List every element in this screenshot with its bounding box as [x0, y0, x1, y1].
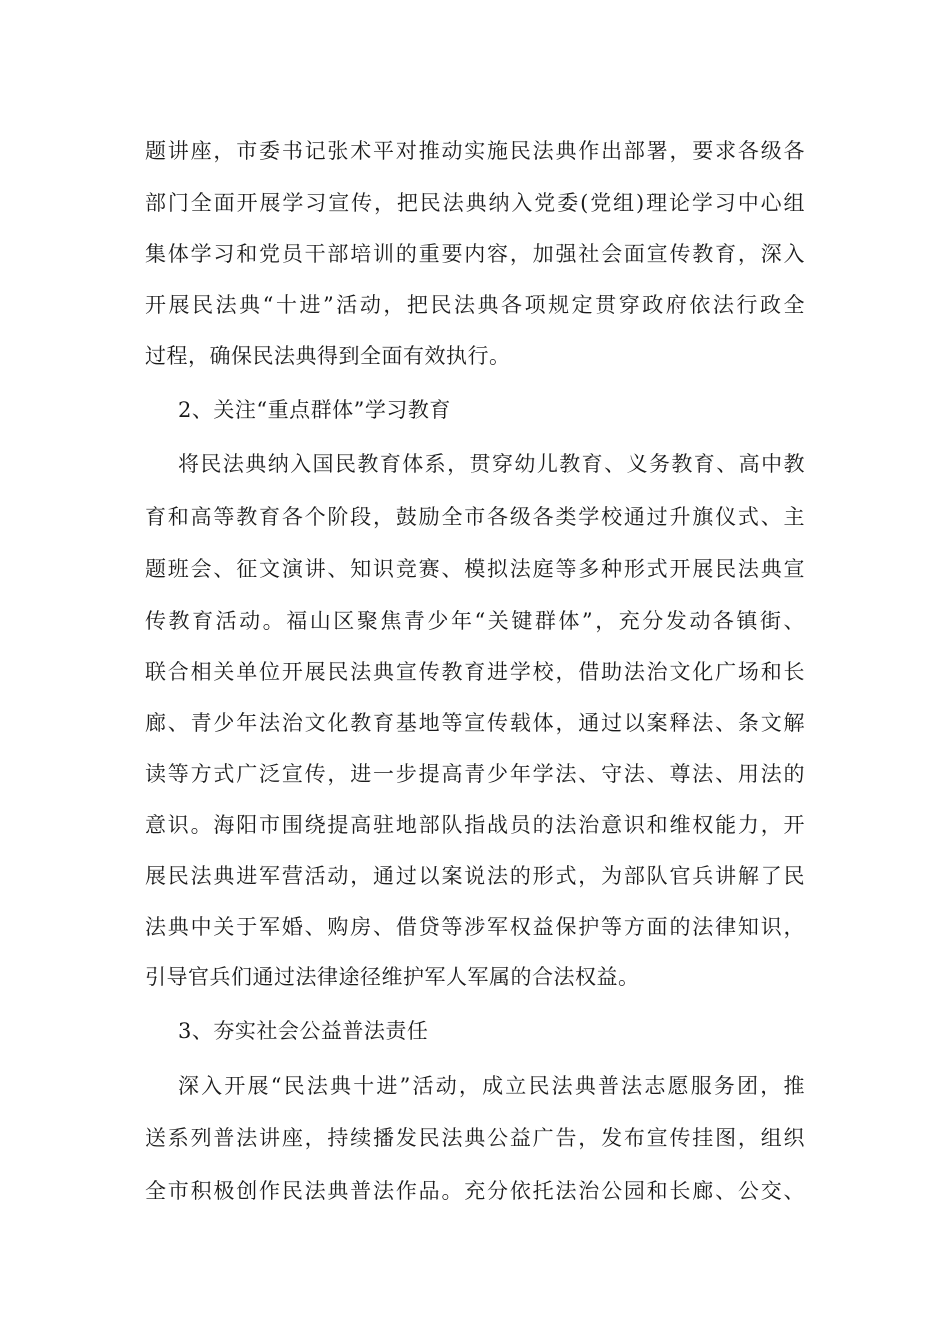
paragraph-2-line-8: 意识。海阳市围绕提高驻地部队指战员的法治意识和维权能力，开: [145, 813, 805, 837]
paragraph-2-line-10: 法典中关于军婚、购房、借贷等涉军权益保护等方面的法律知识，: [145, 915, 805, 939]
paragraph-2-line-1: 将民法典纳入国民教育体系，贯穿幼儿教育、义务教育、高中教: [178, 452, 805, 476]
paragraph-2-line-2: 育和高等教育各个阶段，鼓励全市各级各类学校通过升旗仪式、主: [145, 505, 805, 529]
paragraph-3-line-1: 深入开展“民法典十进”活动，成立民法典普法志愿服务团，推: [178, 1074, 805, 1098]
paragraph-2-line-6: 廊、青少年法治文化教育基地等宣传载体，通过以案释法、条文解: [145, 711, 805, 735]
paragraph-1-line-4: 开展民法典“十进”活动，把民法典各项规定贯穿政府依法行政全: [145, 293, 805, 317]
paragraph-2-line-9: 展民法典进军营活动，通过以案说法的形式，为部队官兵讲解了民: [145, 864, 805, 888]
section-heading-2: 2、关注“重点群体”学习教育: [178, 398, 451, 422]
paragraph-1-line-2: 部门全面开展学习宣传，把民法典纳入党委(党组)理论学习中心组: [145, 191, 805, 215]
paragraph-2-line-4: 传教育活动。福山区聚焦青少年“关键群体”，充分发动各镇街、: [145, 609, 805, 633]
paragraph-3-line-3: 全市积极创作民法典普法作品。充分依托法治公园和长廊、公交、: [145, 1179, 805, 1203]
paragraph-3-line-2: 送系列普法讲座，持续播发民法典公益广告，发布宣传挂图，组织: [145, 1126, 805, 1150]
paragraph-1-line-5: 过程，确保民法典得到全面有效执行。: [145, 344, 511, 368]
paragraph-1-line-3: 集体学习和党员干部培训的重要内容，加强社会面宣传教育，深入: [145, 242, 805, 266]
paragraph-2-line-5: 联合相关单位开展民法典宣传教育进学校，借助法治文化广场和长: [145, 660, 805, 684]
paragraph-1-line-1: 题讲座，市委书记张术平对推动实施民法典作出部署，要求各级各: [145, 139, 805, 163]
paragraph-2-line-11: 引导官兵们通过法律途径维护军人军属的合法权益。: [145, 965, 640, 989]
paragraph-2-line-3: 题班会、征文演讲、知识竞赛、模拟法庭等多种形式开展民法典宣: [145, 557, 805, 581]
paragraph-2-line-7: 读等方式广泛宣传，进一步提高青少年学法、守法、尊法、用法的: [145, 762, 805, 786]
section-heading-3: 3、夯实社会公益普法责任: [178, 1019, 429, 1043]
